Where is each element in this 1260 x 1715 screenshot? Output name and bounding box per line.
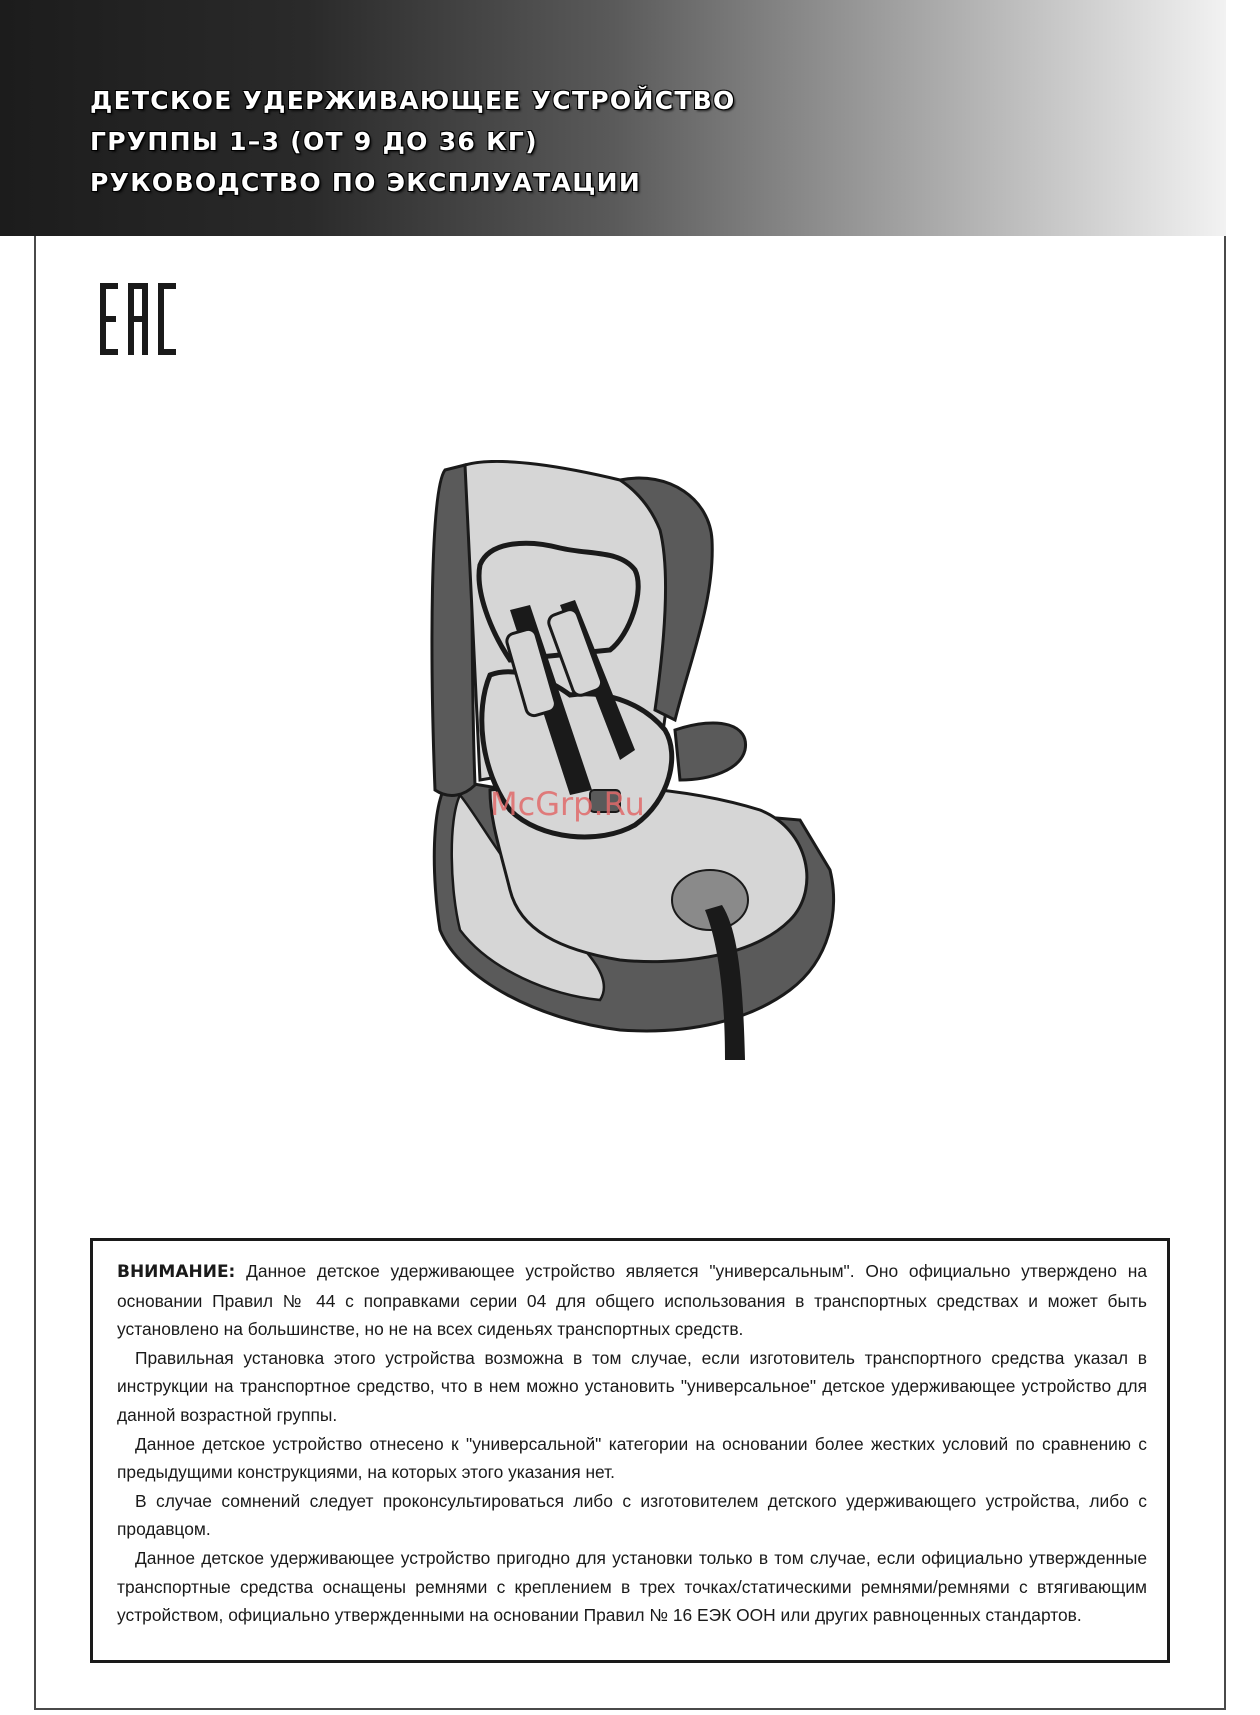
document-title	[90, 80, 736, 203]
title-line-3: РУКОВОДСТВО ПО ЭКСПЛУАТАЦИИ	[90, 168, 642, 197]
notice-box	[90, 1238, 1170, 1663]
watermark: McGrp.Ru	[490, 785, 645, 823]
title-line-1: ДЕТСКОЕ УДЕРЖИВАЮЩЕЕ УСТРОЙСТВО	[90, 86, 736, 115]
notice-paragraph-3: Данное детское устройство отнесено к "универсальной" категории на основании более жестких условий по сравнению с предыдущими конструкциями, на которых этого указания нет.	[117, 1433, 1147, 1483]
title-line-2: ГРУППЫ 1–3 (ОТ 9 ДО 36 КГ)	[90, 127, 538, 156]
notice-paragraph-4: В случае сомнений следует проконсультироваться либо с изготовителем детского удерживающего устройства, либо с продавцом.	[117, 1490, 1147, 1540]
notice-paragraph-2: Правильная установка этого устройства возможна в том случае, если изготовитель транспортного средства указал в инструкции на транспортное средство, что в нем можно установить "универсальное" детское удерживающее устройство для данной возрастной группы.	[117, 1347, 1147, 1425]
header-band	[0, 0, 1226, 236]
notice-paragraph-5: Данное детское удерживающее устройство пригодно для установки только в том случае, если официально утвержденные транспортные средства оснащены ремнями с креплением в трех точках/статическими ремнями/ремнями с втягивающим устройством, официально утвержденными на основании Правил № 16 ЕЭК ООН или других равноценных стандартов.	[117, 1547, 1147, 1626]
child-car-seat-illustration	[420, 460, 850, 1130]
notice-label: ВНИМАНИЕ:	[117, 1262, 236, 1282]
eac-certification-mark	[100, 283, 176, 355]
notice-text-1: Данное детское удерживающее устройство является "универсальным". Оно официально утверждено на основании Правил № 44 с поправками серии 04 для общего использования в транспортных средствах и может быть установлено на большинстве, но не на всех сиденьях транспортных средств.	[117, 1261, 1147, 1340]
notice-paragraph-1	[117, 1257, 1147, 1344]
seat-right-armrest	[675, 723, 746, 780]
